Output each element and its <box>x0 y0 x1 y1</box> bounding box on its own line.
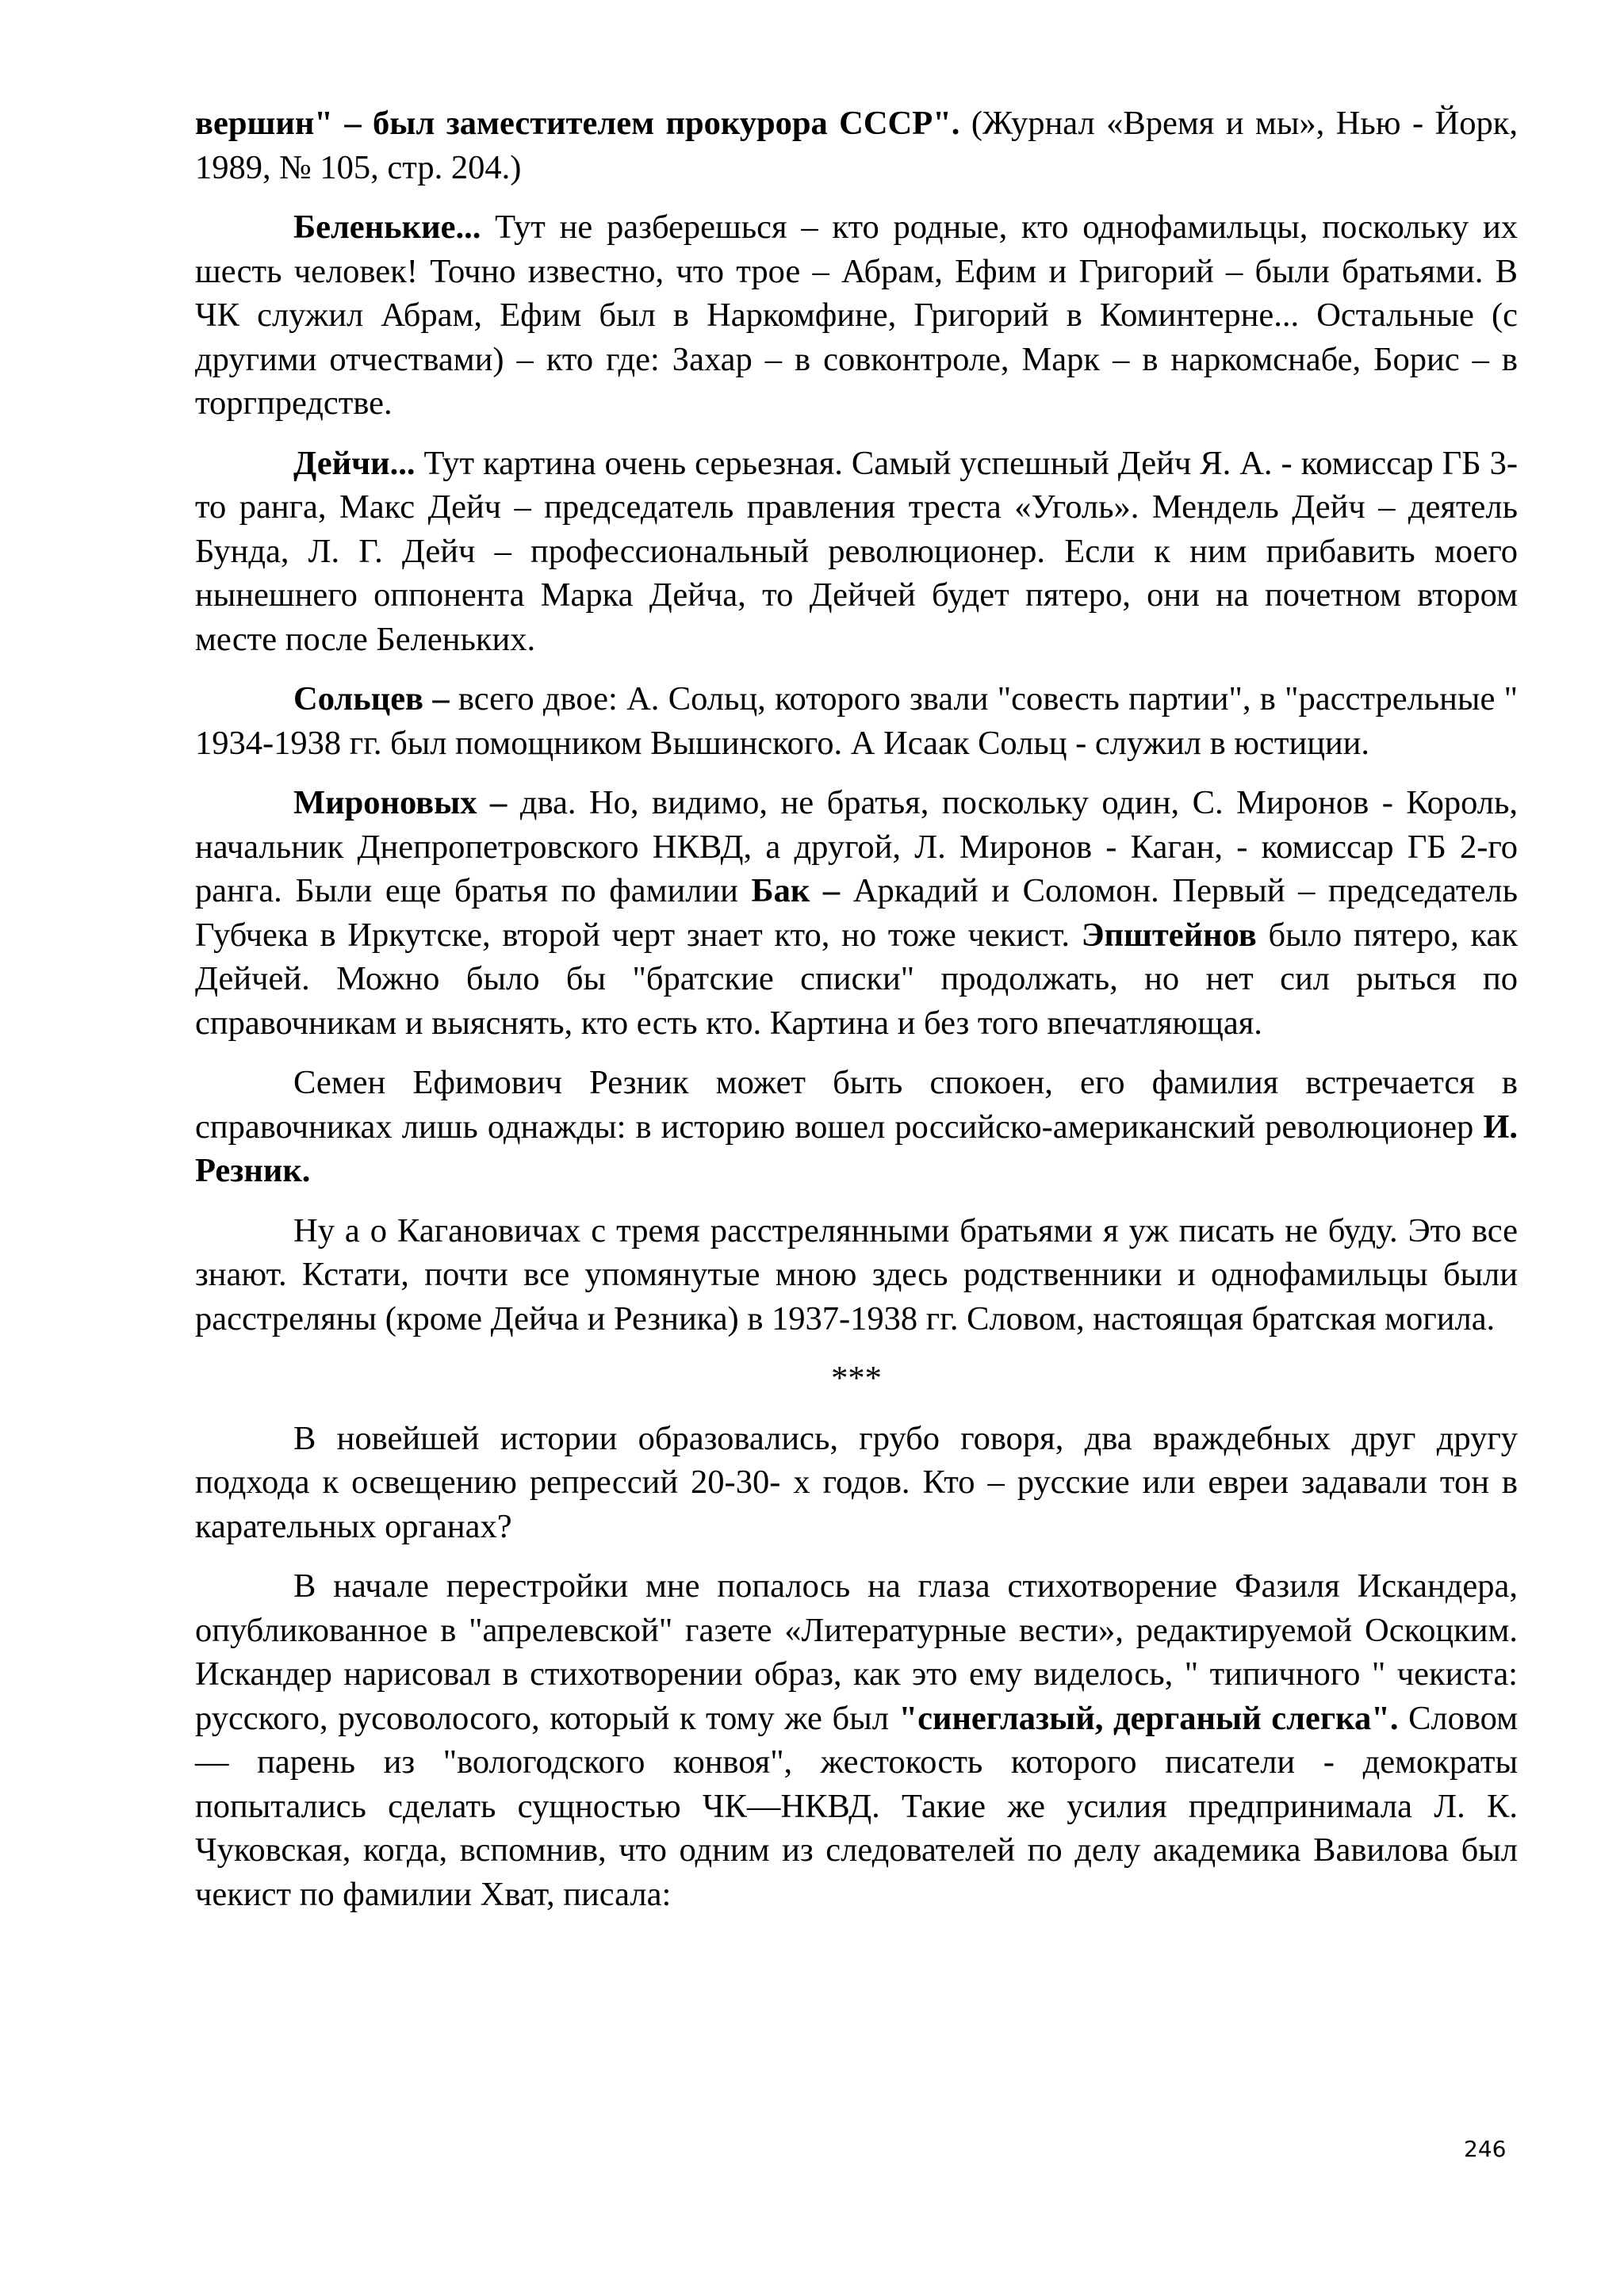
text-run: Тут не разберешься – кто родные, кто однофамильцы, поскольку их шесть человек! Точно известно, что трое – Абрам, Ефим и Григорий – были братьями. В ЧК служил Абрам, Ефим был в Наркомфине, Григорий в Коминтерне... Остальные (с другими отчествами) – кто где: Захар – в совконтроле, Марк – в наркомснабе, Борис – в торгпредстве. <box>195 209 1518 422</box>
bold-text: Мироновых – <box>293 784 508 821</box>
paragraph-2 <box>195 442 1518 662</box>
bold-text: Сольцев – <box>293 680 450 718</box>
paragraph-4 <box>195 781 1518 1045</box>
bold-text: вершин" – был заместителем прокурора СССР". <box>195 105 960 142</box>
text-run: всего двое: А. Сольц, которого звали "совесть партии", в "расстрельные " 1934-1938 гг. был помощником Вышинского. А Исаак Сольц - служил в юстиции. <box>195 680 1518 762</box>
text-run: Тут картина очень серьезная. Самый успешный Дейч Я. А. - комиссар ГБ 3- то ранга, Макс Дейч – председатель правления треста «Уголь». Мендель Дейч – деятель Бунда, Л. Г. Дейч – профессиональный революционер. Если к ним прибавить моего нынешнего оппонента Марка Дейча, то Дейчей будет пятеро, они на почетном втором месте после Беленьких. <box>195 444 1518 658</box>
text-run: В начале перестройки мне попалось на глаза стихотворение Фазиля Искандера, опубликованное в "апрелевской" газете «Литературные вести», редактируемой Оскоцким. Искандер нарисовал в стихотворении образ, как это ему виделось, " типичного " чекиста: русского, русоволосого, который к тому же был <box>195 1567 1518 1737</box>
paragraph-0 <box>195 101 1518 189</box>
text-run: было пятеро, как Дейчей. Можно было бы "братские списки" продолжать, но нет сил рыться по справочникам и выяснять, кто есть кто. Картина и без того впечатляющая. <box>195 916 1518 1042</box>
page-number: 246 <box>1464 2136 1507 2162</box>
paragraph-1 <box>195 205 1518 426</box>
text-run: два. Но, видимо, не братья, поскольку один, С. Миронов - Король, начальник Днепропетровского НКВД, а другой, Л. Миронов - Каган, - комиссар ГБ 2-го ранга. Были еще братья по фамилии <box>195 784 1518 909</box>
text-run: Аркадий и Соломон. Первый – председатель Губчека в Иркутске, второй черт знает кто, но тоже чекист. <box>195 872 1518 954</box>
bold-text: Беленькие... <box>293 209 481 246</box>
text-run: Ну а о Кагановичах с тремя расстрелянными братьями я уж писать не буду. Это все знают. Кстати, почти все упомянутые мною здесь родственники и однофамильцы были расстреляны (кроме Дейча и Резника) в 1937-1938 гг. Словом, настоящая братская могила. <box>195 1211 1518 1337</box>
text-run: (Журнал «Время и мы», Нью - Йорк, 1989, № 105, стр. 204.) <box>195 105 1518 186</box>
text-run: Словом — парень из "вологодского конвоя", жестокость которого писатели - демократы попытались сделать сущностью ЧК—НКВД. Такие же усилия предпринимала Л. К. Чуковская, когда, вспомнив, что одним из следователей по делу академика Вавилова был чекист по фамилии Хват, писала: <box>195 1699 1518 1913</box>
paragraph-6 <box>195 1209 1518 1341</box>
bold-text: И. Резник. <box>195 1108 1518 1189</box>
paragraph-5 <box>195 1061 1518 1193</box>
paragraph-8 <box>195 1564 1518 1916</box>
document-body <box>195 101 1518 1932</box>
bold-text: "синеглазый, дерганый слегка". <box>898 1699 1399 1737</box>
paragraph-3 <box>195 677 1518 765</box>
text-run: Семен Ефимович Резник может быть спокоен, его фамилия встречается в справочниках лишь однажды: в историю вошел российско-американский революционер <box>195 1064 1518 1146</box>
paragraph-7 <box>195 1417 1518 1549</box>
bold-text: Эпштейнов <box>1081 916 1257 954</box>
text-run: В новейшей истории образовались, грубо говоря, два враждебных друг другу подхода к освещению репрессий 20-30- х годов. Кто – русские или евреи задавали тон в карательных органах? <box>195 1419 1518 1545</box>
bold-text: Дейчи... <box>293 444 416 482</box>
bold-text: Бак – <box>751 872 841 909</box>
section-separator: *** <box>831 1360 882 1397</box>
